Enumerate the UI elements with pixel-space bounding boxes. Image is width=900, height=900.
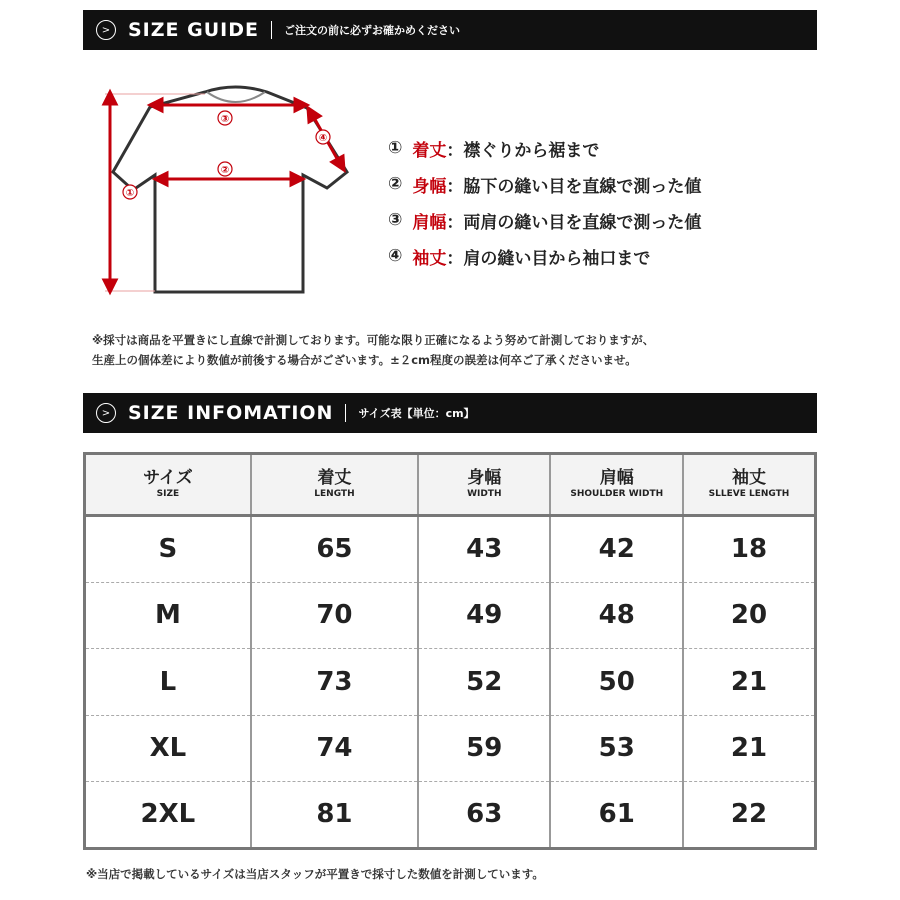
column-header [683,454,815,516]
table-row [85,649,816,716]
table-row [85,782,816,849]
value-cell: 50 [550,649,683,716]
value-cell: 61 [550,782,683,849]
size-cell: XL [85,715,251,782]
legend-num: ② [388,174,403,194]
column-header [550,454,683,516]
value-cell: 65 [251,516,418,583]
legend-num: ① [388,138,403,158]
section-title: SIZE GUIDE [128,19,259,41]
legend-key: 肩幅 [412,212,447,233]
size-table [83,452,817,850]
value-cell: 48 [550,582,683,649]
size-cell: M [85,582,251,649]
value-cell: 73 [251,649,418,716]
value-cell: 49 [418,582,550,649]
legend-desc: ：両肩の縫い目を直線で測った値 [446,212,702,233]
header-en: SHOULDER WIDTH [570,489,664,500]
chevron-right-circle-icon: > [96,20,116,40]
legend-desc: ：脇下の縫い目を直線で測った値 [446,176,702,197]
note-line: 生産上の個体差により数値が前後する場合がございます。±２cm程度の誤差は何卒ご了承くださいませ。 [92,353,637,367]
divider [271,21,272,39]
header-jp: サイズ [143,467,193,488]
value-cell: 53 [550,715,683,782]
divider [345,404,346,422]
header-jp: 身幅 [467,467,502,488]
size-cell: 2XL [85,782,251,849]
legend-num: ④ [388,246,403,266]
value-cell: 74 [251,715,418,782]
legend-key: 着丈 [412,140,447,161]
header-jp: 着丈 [317,467,352,488]
legend-item [388,202,701,238]
measurement-note [92,330,654,370]
header-en: WIDTH [467,489,502,500]
value-cell: 18 [683,516,815,583]
size-info-header [83,393,817,433]
value-cell: 63 [418,782,550,849]
legend-item [388,238,701,274]
footer-note: ※当店で掲載しているサイズは当店スタッフが平置きで採寸した数値を計測しています。 [86,867,544,881]
column-header [85,454,251,516]
legend-desc: ：肩の縫い目から袖口まで [446,248,651,269]
value-cell: 21 [683,649,815,716]
header-jp: 袖丈 [732,467,766,488]
value-cell: 22 [683,782,815,849]
marker-3: ③ [220,114,230,125]
value-cell: 21 [683,715,815,782]
size-cell: S [85,516,251,583]
value-cell: 81 [251,782,418,849]
size-cell: L [85,649,251,716]
legend-key: 身幅 [412,176,447,197]
column-header [418,454,550,516]
header-en: SLLEVE LENGTH [708,489,790,500]
header-en: LENGTH [314,489,355,500]
section-subtitle: サイズ表【単位：cm】 [358,407,475,420]
legend-key: 袖丈 [412,248,447,269]
section-subtitle: ご注文の前に必ずお確かめください [283,24,460,37]
marker-2: ② [220,165,230,176]
legend-num: ③ [388,210,403,230]
size-guide-header [83,10,817,50]
legend-item [388,166,701,202]
marker-4: ④ [318,133,328,144]
header-jp: 肩幅 [599,467,634,488]
note-line: ※採寸は商品を平置きにし直線で計測しております。可能な限り正確になるよう努めて計測しておりますが、 [92,333,655,347]
marker-1: ① [125,188,135,199]
header-en: SIZE [156,489,180,500]
value-cell: 20 [683,582,815,649]
value-cell: 70 [251,582,418,649]
column-header [251,454,418,516]
table-row [85,582,816,649]
value-cell: 52 [418,649,550,716]
table-row [85,516,816,583]
value-cell: 43 [418,516,550,583]
value-cell: 42 [550,516,683,583]
chevron-right-circle-icon: > [96,403,116,423]
legend-desc: ：襟ぐりから裾まで [446,140,600,161]
value-cell: 59 [418,715,550,782]
legend-item [388,130,701,166]
measurement-legend [388,130,701,274]
section-title: SIZE INFOMATION [128,402,334,424]
table-row [85,715,816,782]
tshirt-diagram [95,80,355,300]
